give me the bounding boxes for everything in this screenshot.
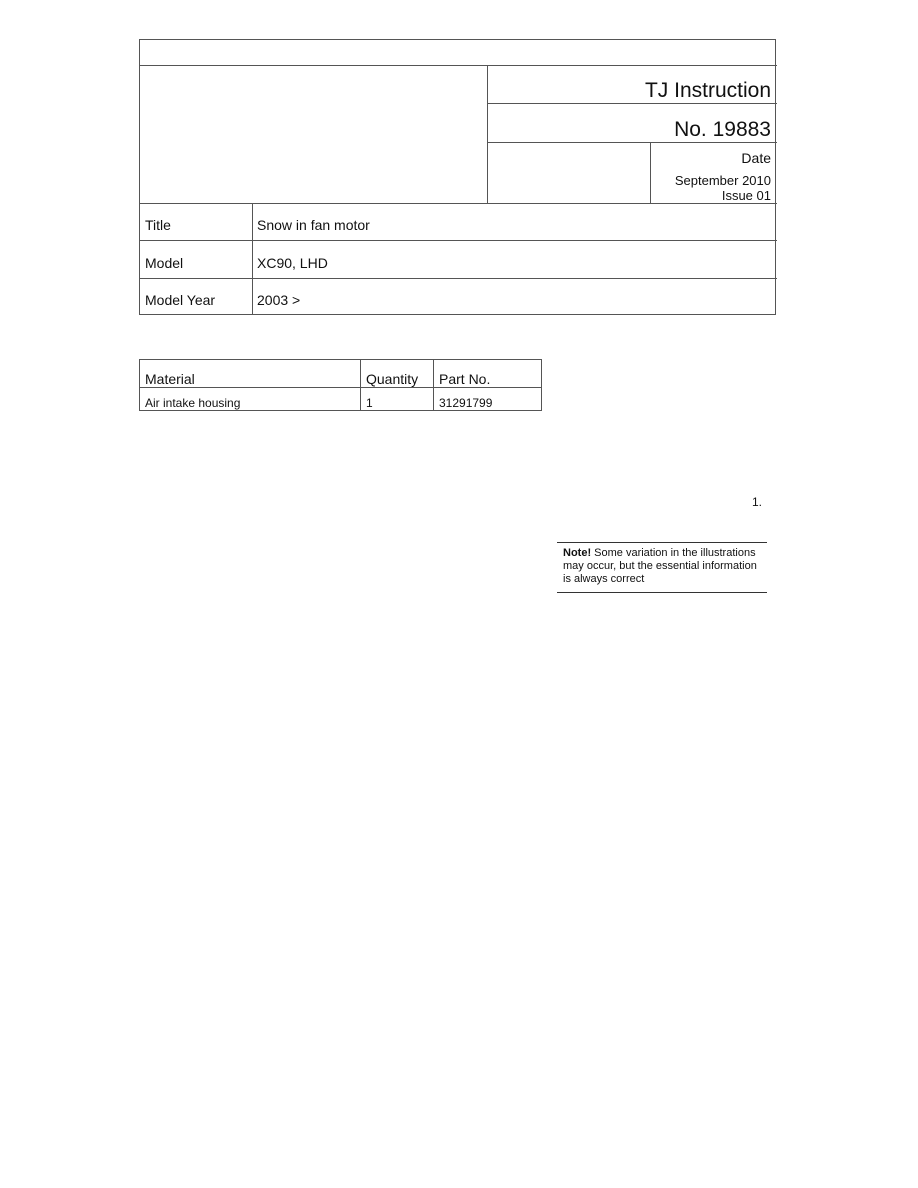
document-number: No. 19883 <box>674 118 771 141</box>
part-no-cell: 31291799 <box>434 388 542 411</box>
table-header-row <box>140 360 542 388</box>
note-box <box>557 542 767 593</box>
document-type: TJ Instruction <box>644 79 771 102</box>
column-header-material: Material <box>140 360 361 388</box>
quantity-cell: 1 <box>361 388 434 411</box>
document-header <box>139 39 776 315</box>
title-label: Title <box>145 217 171 233</box>
issue-number: Issue 01 <box>721 188 771 203</box>
header-divider <box>487 65 488 203</box>
model-year-value: 2003 > <box>257 292 301 308</box>
table-row <box>140 388 542 411</box>
step-number: 1. <box>751 495 762 509</box>
model-value: XC90, LHD <box>257 255 328 271</box>
date-label: Date <box>741 150 771 166</box>
header-divider <box>252 203 253 315</box>
header-divider <box>140 65 777 66</box>
column-header-part-no: Part No. <box>434 360 542 388</box>
title-value: Snow in fan motor <box>257 217 370 233</box>
model-year-label: Model Year <box>145 292 216 308</box>
header-divider <box>140 278 777 279</box>
column-header-quantity: Quantity <box>361 360 434 388</box>
header-divider <box>650 142 651 203</box>
model-label: Model <box>145 255 184 271</box>
material-cell: Air intake housing <box>140 388 361 411</box>
note-text: Some variation in the illustrations may occur, but the essential information is always correct <box>563 547 757 585</box>
header-divider <box>487 142 777 143</box>
date-value: September 2010 <box>674 173 771 188</box>
note-prefix: Note! <box>563 547 592 559</box>
materials-table <box>139 359 542 411</box>
header-divider <box>140 240 777 241</box>
header-divider <box>487 103 777 104</box>
date-block <box>675 173 771 203</box>
header-divider <box>140 203 777 204</box>
